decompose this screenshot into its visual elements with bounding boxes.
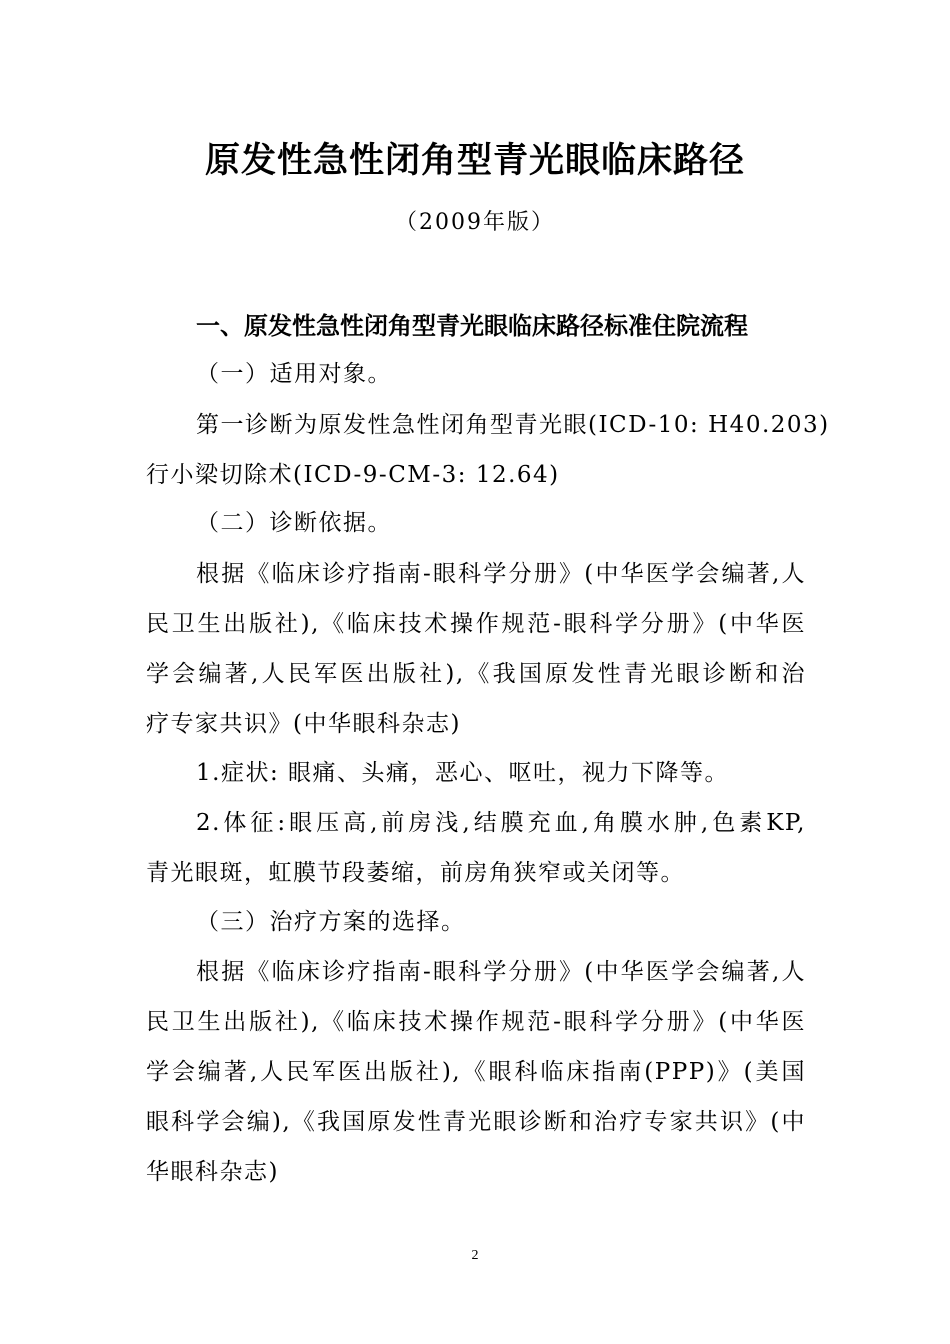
paragraph-line: 根据《临床诊疗指南-眼科学分册》(中华医学会编著,人: [196, 561, 806, 587]
symptom-line: 1.症状: 眼痛、头痛，恶心、呕吐，视力下降等。: [196, 760, 730, 786]
subsection-heading-diagnosis-basis: （二）诊断依据。: [196, 510, 392, 536]
paragraph-line: 民卫生出版社),《临床技术操作规范-眼科学分册》(中华医: [146, 1009, 806, 1035]
document-title: 原发性急性闭角型青光眼临床路径: [204, 141, 745, 181]
paragraph-line: 行小梁切除术(ICD-9-CM-3: 12.64): [146, 462, 560, 488]
paragraph-line: 学会编著,人民军医出版社),《眼科临床指南(PPP)》(美国: [146, 1059, 806, 1085]
document-edition: （2009年版）: [395, 210, 555, 235]
sign-line: 2.体征:眼压高,前房浅,结膜充血,角膜水肿,色素KP,: [196, 810, 806, 836]
paragraph-line: 青光眼斑，虹膜节段萎缩，前房角狭窄或关闭等。: [146, 860, 685, 886]
paragraph-line: 眼科学会编),《我国原发性青光眼诊断和治疗专家共识》(中: [146, 1109, 806, 1135]
paragraph-line: 华眼科杂志): [146, 1159, 279, 1185]
paragraph-line: 根据《临床诊疗指南-眼科学分册》(中华医学会编著,人: [196, 959, 806, 985]
page-number: 2: [471, 1248, 479, 1263]
paragraph-line: 第一诊断为原发性急性闭角型青光眼(ICD-10: H40.203): [196, 412, 830, 438]
subsection-heading-applicable-objects: （一）适用对象。: [196, 361, 392, 387]
subsection-heading-treatment-plan: （三）治疗方案的选择。: [196, 909, 466, 935]
paragraph-line: 疗专家共识》(中华眼科杂志): [146, 711, 461, 737]
paragraph-line: 民卫生出版社),《临床技术操作规范-眼科学分册》(中华医: [146, 611, 806, 637]
section-heading: 一、原发性急性闭角型青光眼临床路径标准住院流程: [196, 312, 748, 340]
paragraph-line: 学会编著,人民军医出版社),《我国原发性青光眼诊断和治: [146, 661, 806, 687]
